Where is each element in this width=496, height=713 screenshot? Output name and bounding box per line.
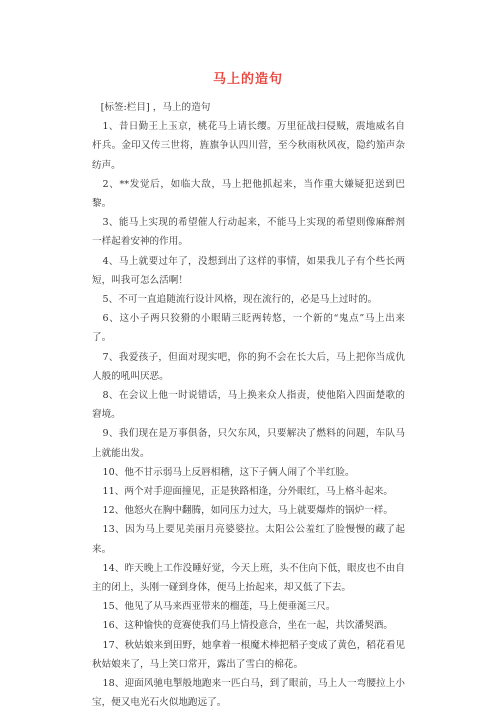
list-item: 14、昨天晚上工作没睡好觉，今天上班，头不住向下低，眼皮也不由自主的闭上，头刚一碰到身体，便马上抬起来，却又低了下去。	[92, 562, 405, 594]
article-body	[92, 98, 405, 713]
list-item: 16、这种愉快的竟赛使我们马上情投意合，坐在一起，共饮潘契酒。	[102, 620, 393, 632]
list-item: 1、昔日勤王上玉京，桃花马上请长缨。万里征战扫侵贼，震地威名自杆兵。金印又传三世将，旌旗争认四川营，至今秋雨秋风夜，隐约笳声杂纺声。	[92, 121, 405, 171]
list-item: 8、在会议上他一时说错话，马上换来众人指责，使他陷入四面楚歌的窘境。	[92, 390, 405, 421]
list-item: 7、我爱孩子，但面对现实吧，你的狗不会在长大后，马上把你当成仇人般的吼叫厌恶。	[92, 351, 405, 382]
list-item: 18、迎面风驰电掣般地跑来一匹白马，到了眼前，马上人一弯腰拉上小宝，便又电光石火似地跑远了。	[92, 678, 405, 709]
list-item: 10、他不甘示弱马上反唇相稽，这下子俩人闹了个半红脸。	[102, 466, 355, 478]
list-item: 6、这小子两只狡猾的小眼睛三眨两转悠，一个新的“鬼点”马上出来了。	[92, 313, 405, 344]
intro-line: [标签:栏目] ，马上的造句	[100, 102, 211, 113]
list-item: 13、因为马上要见美丽月亮婆婆拉。太阳公公羞红了脸慢慢的藏了起来。	[92, 524, 405, 555]
list-item: 17、秋姑娘来到田野，她拿着一根魔术棒把稻子变成了黄色，稻花看见秋姑娘来了，马上笑口常开，露出了雪白的棉花。	[92, 639, 405, 670]
page-title: 马上的造句	[212, 72, 283, 87]
list-item: 12、他怒火在胸中翻腾，如同压力过大，马上就要爆炸的锅炉一样。	[102, 505, 393, 517]
list-item: 11、两个对手迎面撞见，正是狭路相逢，分外眼红，马上格斗起来。	[102, 486, 393, 498]
list-item: 15、他见了从马来西亚带来的榴莲，马上便垂涎三尺。	[102, 601, 336, 613]
list-item: 5、不可一直追随流行设计风格，现在流行的，必是马上过时的。	[102, 294, 378, 306]
list-item: 2、**发觉后，如临大敌，马上把他抓起来，当作重大嫌疑犯送到巴黎。	[92, 178, 405, 210]
list-item: 4、马上就要过年了，没想到出了这样的事情，如果我儿子有个些长两短，叫我可怎么活啊！	[92, 255, 405, 286]
list-item: 9、我们现在是万事俱备，只欠东风，只要解决了燃料的问题，车队马上就能出发。	[92, 428, 405, 459]
list-item: 3、能马上实现的希望催人行动起来，不能马上实现的希望则像麻醉剂一样起着安神的作用。	[92, 217, 405, 248]
